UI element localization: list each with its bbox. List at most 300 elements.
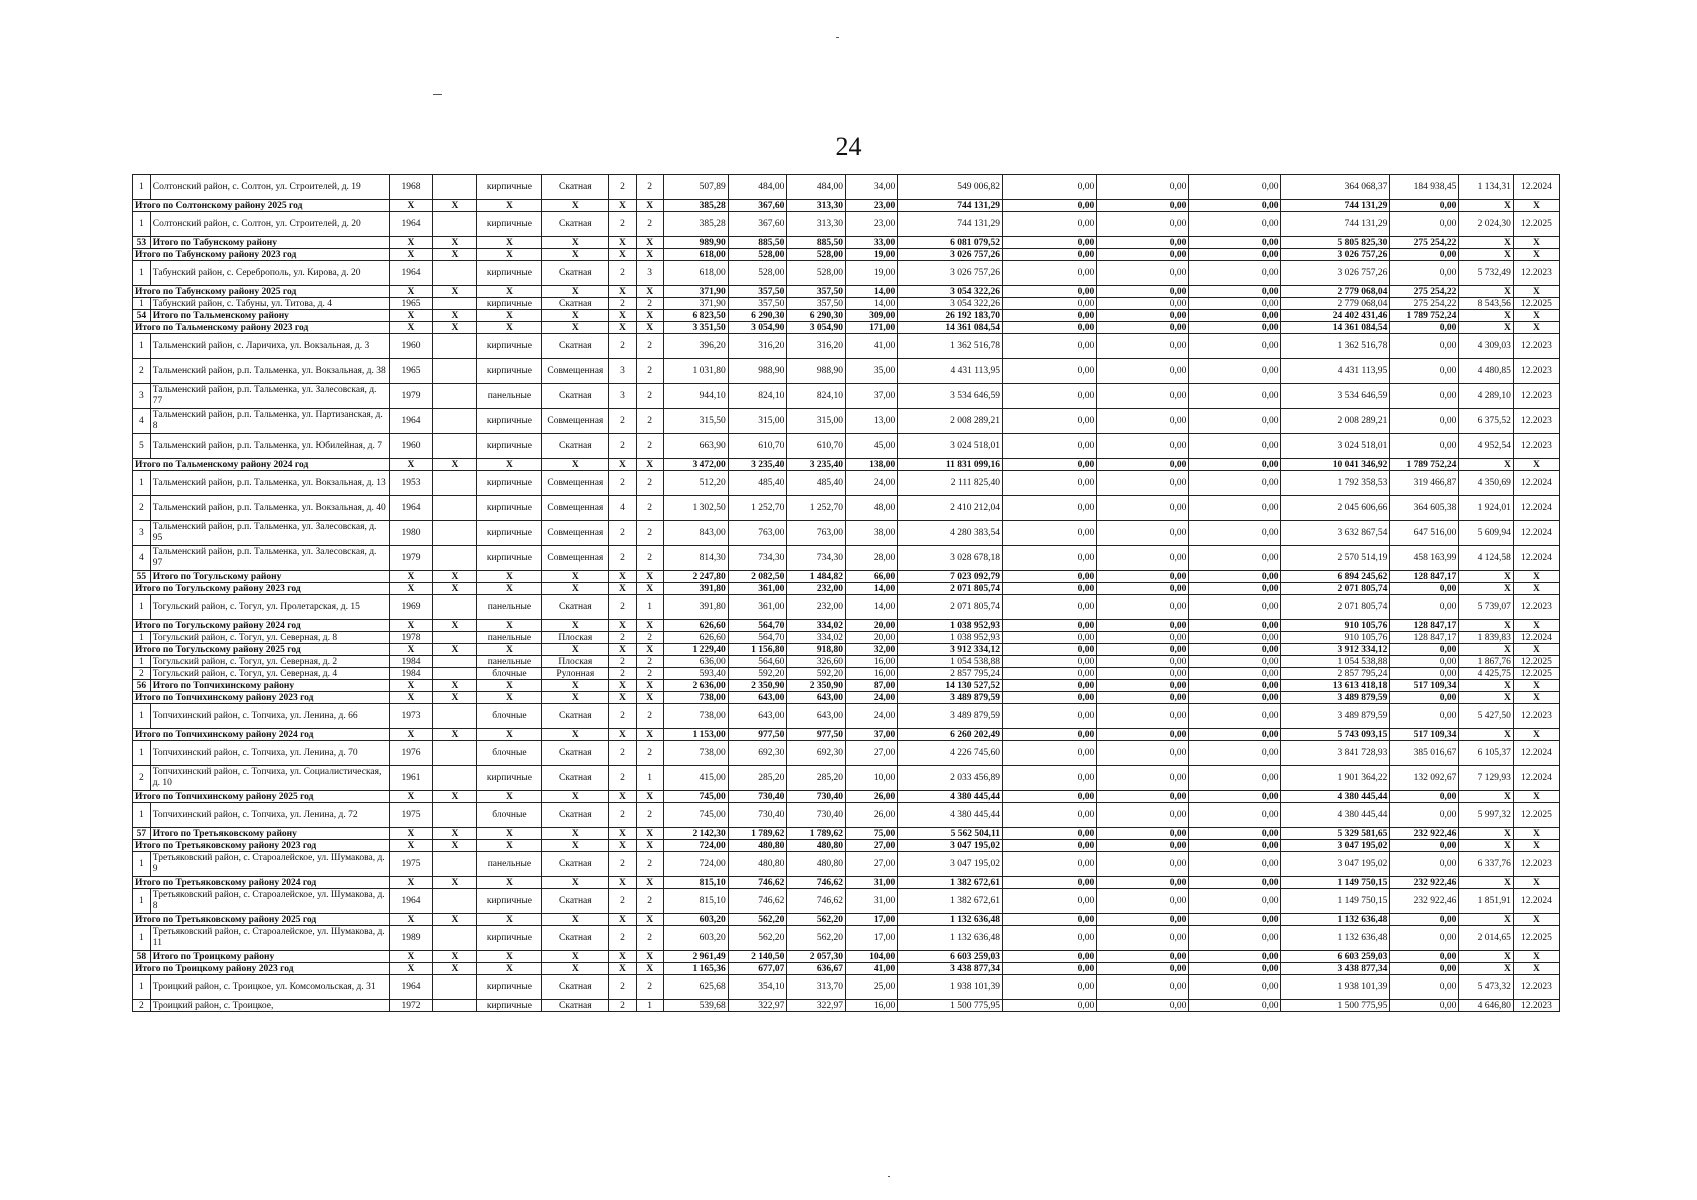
col-year-renov <box>433 668 477 680</box>
col-entrances: 2 <box>636 359 663 384</box>
col-wall-material: X <box>477 249 542 261</box>
col-year-built: X <box>389 237 433 249</box>
col-residents: 13,00 <box>845 409 897 434</box>
col-total-area: 815,10 <box>663 877 728 889</box>
col-cost-per-m2: X <box>1459 680 1513 692</box>
col-area-owned: 2 350,90 <box>787 680 846 692</box>
col-year-renov: X <box>433 644 477 656</box>
col-deadline: 12.2023 <box>1513 975 1559 1000</box>
col-residents: 14,00 <box>845 595 897 620</box>
col-num: 56 <box>133 680 151 692</box>
col-regional-funds: 0,00 <box>1097 889 1189 914</box>
col-area-owned: 480,80 <box>787 840 846 852</box>
total-row <box>133 249 1560 261</box>
col-deadline: X <box>1513 644 1559 656</box>
col-wall-material: панельные <box>477 595 542 620</box>
col-area-apartments: 746,62 <box>728 889 787 914</box>
col-area-owned: 285,20 <box>787 766 846 791</box>
col-cost-per-m2: X <box>1459 286 1513 298</box>
col-floors: X <box>609 571 636 583</box>
col-entrances: X <box>636 583 663 595</box>
col-year-renov <box>433 521 477 546</box>
col-residents: 37,00 <box>845 384 897 409</box>
col-roof-type: Рулонная <box>542 668 609 680</box>
col-other-funds: 385 016,67 <box>1390 741 1459 766</box>
col-year-built: X <box>389 249 433 261</box>
col-local-funds: 0,00 <box>1189 496 1281 521</box>
capital-repair-table-container <box>132 174 1560 1012</box>
col-wall-material: кирпичные <box>477 521 542 546</box>
col-other-funds: 0,00 <box>1390 656 1459 668</box>
col-wall-material: X <box>477 963 542 975</box>
col-entrances: X <box>636 914 663 926</box>
table-row <box>133 975 1560 1000</box>
col-owner-funds: 3 632 867,54 <box>1281 521 1390 546</box>
col-total-cost: 7 023 092,79 <box>898 571 1003 583</box>
col-year-built: X <box>389 644 433 656</box>
col-entrances: 2 <box>636 384 663 409</box>
col-total-cost: 6 603 259,03 <box>898 951 1003 963</box>
col-total-area: 2 247,80 <box>663 571 728 583</box>
col-num: 1 <box>133 632 151 644</box>
col-wall-material: панельные <box>477 384 542 409</box>
col-owner-funds: 744 131,29 <box>1281 212 1390 237</box>
col-area-apartments: 367,60 <box>728 200 787 212</box>
col-deadline: X <box>1513 951 1559 963</box>
col-total-area: 539,68 <box>663 1000 728 1012</box>
col-total-cost: 3 028 678,18 <box>898 546 1003 571</box>
col-floors: 2 <box>609 803 636 828</box>
total-row <box>133 583 1560 595</box>
col-deadline: 12.2023 <box>1513 434 1559 459</box>
col-area-apartments: 357,50 <box>728 286 787 298</box>
col-regional-funds: 0,00 <box>1097 914 1189 926</box>
col-cost-per-m2: X <box>1459 914 1513 926</box>
col-other-funds: 0,00 <box>1390 692 1459 704</box>
col-federal-funds: 0,00 <box>1002 571 1096 583</box>
col-residents: 19,00 <box>845 249 897 261</box>
col-federal-funds: 0,00 <box>1002 237 1096 249</box>
col-wall-material: кирпичные <box>477 298 542 310</box>
col-local-funds: 0,00 <box>1189 729 1281 741</box>
col-wall-material: X <box>477 877 542 889</box>
col-area-apartments: 367,60 <box>728 212 787 237</box>
col-area-apartments: 2 140,50 <box>728 951 787 963</box>
col-area-apartments: 315,00 <box>728 409 787 434</box>
col-local-funds: 0,00 <box>1189 310 1281 322</box>
col-regional-funds: 0,00 <box>1097 1000 1189 1012</box>
col-cost-per-m2: X <box>1459 200 1513 212</box>
col-num: 55 <box>133 571 151 583</box>
col-floors: X <box>609 322 636 334</box>
col-year-built: X <box>389 840 433 852</box>
col-deadline: X <box>1513 729 1559 741</box>
col-federal-funds: 0,00 <box>1002 434 1096 459</box>
col-residents: 20,00 <box>845 632 897 644</box>
col-regional-funds: 0,00 <box>1097 298 1189 310</box>
col-wall-material: X <box>477 840 542 852</box>
col-area-owned: 326,60 <box>787 656 846 668</box>
col-year-built: 1968 <box>389 175 433 200</box>
table-row <box>133 656 1560 668</box>
col-residents: 171,00 <box>845 322 897 334</box>
col-entrances: 2 <box>636 704 663 729</box>
col-area-owned: 357,50 <box>787 298 846 310</box>
total-label: Итого по Тогульскому району 2025 год <box>133 644 390 656</box>
col-owner-funds: 14 361 084,54 <box>1281 322 1390 334</box>
col-local-funds: 0,00 <box>1189 680 1281 692</box>
col-federal-funds: 0,00 <box>1002 409 1096 434</box>
col-roof-type: Скатная <box>542 889 609 914</box>
col-deadline: 12.2023 <box>1513 595 1559 620</box>
col-num: 54 <box>133 310 151 322</box>
col-cost-per-m2: X <box>1459 322 1513 334</box>
col-year-built: X <box>389 680 433 692</box>
col-total-area: 618,00 <box>663 249 728 261</box>
col-area-apartments: 6 290,30 <box>728 310 787 322</box>
col-year-built: 1978 <box>389 632 433 644</box>
col-other-funds: 1 789 752,24 <box>1390 310 1459 322</box>
total-row <box>133 692 1560 704</box>
total-label: Итого по Троицкому району 2023 год <box>133 963 390 975</box>
col-year-built: 1989 <box>389 926 433 951</box>
total-row <box>133 828 1560 840</box>
col-regional-funds: 0,00 <box>1097 322 1189 334</box>
col-deadline: X <box>1513 840 1559 852</box>
col-floors: X <box>609 951 636 963</box>
col-entrances: 2 <box>636 656 663 668</box>
col-floors: X <box>609 200 636 212</box>
col-entrances: 2 <box>636 632 663 644</box>
col-other-funds: 0,00 <box>1390 926 1459 951</box>
col-owner-funds: 3 047 195,02 <box>1281 852 1390 877</box>
col-cost-per-m2: 1 867,76 <box>1459 656 1513 668</box>
col-total-cost: 2 008 289,21 <box>898 409 1003 434</box>
col-other-funds: 0,00 <box>1390 200 1459 212</box>
col-floors: X <box>609 583 636 595</box>
col-owner-funds: 4 380 445,44 <box>1281 803 1390 828</box>
col-federal-funds: 0,00 <box>1002 334 1096 359</box>
col-deadline: X <box>1513 963 1559 975</box>
col-other-funds: 0,00 <box>1390 359 1459 384</box>
col-wall-material: кирпичные <box>477 1000 542 1012</box>
col-year-renov <box>433 409 477 434</box>
col-area-owned: 315,00 <box>787 409 846 434</box>
col-area-apartments: 562,20 <box>728 926 787 951</box>
table-row <box>133 889 1560 914</box>
col-cost-per-m2: 5 473,32 <box>1459 975 1513 1000</box>
col-regional-funds: 0,00 <box>1097 852 1189 877</box>
col-owner-funds: 2 071 805,74 <box>1281 595 1390 620</box>
table-row <box>133 384 1560 409</box>
col-address: Солтонский район, с. Солтон, ул. Строителей, д. 19 <box>150 175 389 200</box>
col-roof-type: Совмещенная <box>542 546 609 571</box>
col-other-funds: 364 605,38 <box>1390 496 1459 521</box>
col-floors: 2 <box>609 926 636 951</box>
col-regional-funds: 0,00 <box>1097 175 1189 200</box>
col-residents: 10,00 <box>845 766 897 791</box>
col-address: Троицкий район, с. Троицкое, <box>150 1000 389 1012</box>
col-area-owned: 592,20 <box>787 668 846 680</box>
col-local-funds: 0,00 <box>1189 840 1281 852</box>
col-area-apartments: 322,97 <box>728 1000 787 1012</box>
col-year-built: X <box>389 729 433 741</box>
col-roof-type: Скатная <box>542 384 609 409</box>
col-local-funds: 0,00 <box>1189 286 1281 298</box>
col-other-funds: 0,00 <box>1390 803 1459 828</box>
col-cost-per-m2: 5 732,49 <box>1459 261 1513 286</box>
col-local-funds: 0,00 <box>1189 644 1281 656</box>
col-other-funds: 128 847,17 <box>1390 571 1459 583</box>
col-floors: X <box>609 840 636 852</box>
col-roof-type: Скатная <box>542 595 609 620</box>
col-cost-per-m2: X <box>1459 963 1513 975</box>
col-total-area: 745,00 <box>663 803 728 828</box>
col-floors: X <box>609 620 636 632</box>
col-federal-funds: 0,00 <box>1002 704 1096 729</box>
col-area-owned: 730,40 <box>787 803 846 828</box>
col-year-built: X <box>389 877 433 889</box>
col-entrances: X <box>636 571 663 583</box>
col-local-funds: 0,00 <box>1189 434 1281 459</box>
col-cost-per-m2: 2 014,65 <box>1459 926 1513 951</box>
col-cost-per-m2: 1 134,31 <box>1459 175 1513 200</box>
col-floors: 2 <box>609 632 636 644</box>
col-other-funds: 0,00 <box>1390 668 1459 680</box>
col-num: 1 <box>133 926 151 951</box>
col-year-renov: X <box>433 951 477 963</box>
col-local-funds: 0,00 <box>1189 741 1281 766</box>
col-other-funds: 275 254,22 <box>1390 298 1459 310</box>
col-area-apartments: 3 235,40 <box>728 459 787 471</box>
col-total-area: 396,20 <box>663 334 728 359</box>
col-total-area: 618,00 <box>663 261 728 286</box>
col-cost-per-m2: 6 337,76 <box>1459 852 1513 877</box>
col-roof-type: X <box>542 583 609 595</box>
col-address: Топчихинский район, с. Топчиха, ул. Ленина, д. 72 <box>150 803 389 828</box>
col-roof-type: X <box>542 692 609 704</box>
col-num: 2 <box>133 496 151 521</box>
col-address: Топчихинский район, с. Топчиха, ул. Социалистическая, д. 10 <box>150 766 389 791</box>
col-other-funds: 517 109,34 <box>1390 680 1459 692</box>
col-floors: X <box>609 729 636 741</box>
table-row <box>133 704 1560 729</box>
col-roof-type: X <box>542 286 609 298</box>
col-entrances: 1 <box>636 595 663 620</box>
col-local-funds: 0,00 <box>1189 632 1281 644</box>
col-regional-funds: 0,00 <box>1097 680 1189 692</box>
col-residents: 27,00 <box>845 840 897 852</box>
total-label: Итого по Тальменскому району 2024 год <box>133 459 390 471</box>
col-address: Итого по Троицкому району <box>150 951 389 963</box>
col-year-renov <box>433 359 477 384</box>
col-deadline: 12.2023 <box>1513 261 1559 286</box>
table-row <box>133 298 1560 310</box>
col-year-renov <box>433 889 477 914</box>
col-entrances: 2 <box>636 175 663 200</box>
col-floors: 3 <box>609 384 636 409</box>
col-owner-funds: 6 894 245,62 <box>1281 571 1390 583</box>
col-total-cost: 3 047 195,02 <box>898 852 1003 877</box>
col-other-funds: 275 254,22 <box>1390 237 1459 249</box>
col-total-cost: 6 260 202,49 <box>898 729 1003 741</box>
col-regional-funds: 0,00 <box>1097 521 1189 546</box>
col-entrances: 2 <box>636 852 663 877</box>
col-residents: 24,00 <box>845 704 897 729</box>
col-wall-material: X <box>477 680 542 692</box>
col-floors: 2 <box>609 741 636 766</box>
col-other-funds: 275 254,22 <box>1390 286 1459 298</box>
col-regional-funds: 0,00 <box>1097 237 1189 249</box>
col-wall-material: X <box>477 692 542 704</box>
col-local-funds: 0,00 <box>1189 963 1281 975</box>
col-entrances: X <box>636 459 663 471</box>
col-total-cost: 1 132 636,48 <box>898 926 1003 951</box>
col-entrances: 2 <box>636 334 663 359</box>
col-owner-funds: 910 105,76 <box>1281 620 1390 632</box>
col-area-apartments: 746,62 <box>728 877 787 889</box>
col-cost-per-m2: 5 427,50 <box>1459 704 1513 729</box>
col-wall-material: X <box>477 828 542 840</box>
col-total-cost: 1 362 516,78 <box>898 334 1003 359</box>
col-owner-funds: 744 131,29 <box>1281 200 1390 212</box>
col-local-funds: 0,00 <box>1189 889 1281 914</box>
col-area-owned: 480,80 <box>787 852 846 877</box>
total-label: Итого по Топчихинскому району 2023 год <box>133 692 390 704</box>
col-deadline: X <box>1513 828 1559 840</box>
total-row <box>133 791 1560 803</box>
col-local-funds: 0,00 <box>1189 668 1281 680</box>
col-year-built: 1976 <box>389 741 433 766</box>
col-wall-material: блочные <box>477 704 542 729</box>
col-roof-type: X <box>542 322 609 334</box>
col-residents: 66,00 <box>845 571 897 583</box>
col-federal-funds: 0,00 <box>1002 595 1096 620</box>
col-residents: 31,00 <box>845 889 897 914</box>
col-federal-funds: 0,00 <box>1002 546 1096 571</box>
col-regional-funds: 0,00 <box>1097 434 1189 459</box>
col-num: 1 <box>133 704 151 729</box>
col-residents: 38,00 <box>845 521 897 546</box>
col-area-owned: 636,67 <box>787 963 846 975</box>
col-cost-per-m2: X <box>1459 791 1513 803</box>
col-local-funds: 0,00 <box>1189 620 1281 632</box>
table-row <box>133 175 1560 200</box>
col-other-funds: 0,00 <box>1390 583 1459 595</box>
col-regional-funds: 0,00 <box>1097 334 1189 359</box>
col-area-owned: 746,62 <box>787 877 846 889</box>
total-row <box>133 200 1560 212</box>
col-residents: 23,00 <box>845 200 897 212</box>
col-regional-funds: 0,00 <box>1097 877 1189 889</box>
col-num: 1 <box>133 471 151 496</box>
col-roof-type: X <box>542 680 609 692</box>
col-entrances: 2 <box>636 889 663 914</box>
col-roof-type: Совмещенная <box>542 471 609 496</box>
col-area-apartments: 528,00 <box>728 249 787 261</box>
col-federal-funds: 0,00 <box>1002 680 1096 692</box>
col-cost-per-m2: X <box>1459 877 1513 889</box>
col-total-cost: 4 431 113,95 <box>898 359 1003 384</box>
col-total-area: 625,68 <box>663 975 728 1000</box>
col-deadline: 12.2023 <box>1513 359 1559 384</box>
col-year-built: X <box>389 963 433 975</box>
table-row <box>133 803 1560 828</box>
total-row <box>133 571 1560 583</box>
col-federal-funds: 0,00 <box>1002 322 1096 334</box>
col-total-area: 603,20 <box>663 926 728 951</box>
col-roof-type: Скатная <box>542 1000 609 1012</box>
col-local-funds: 0,00 <box>1189 384 1281 409</box>
col-floors: X <box>609 249 636 261</box>
col-wall-material: кирпичные <box>477 409 542 434</box>
col-local-funds: 0,00 <box>1189 926 1281 951</box>
col-deadline: 12.2025 <box>1513 656 1559 668</box>
col-total-cost: 1 038 952,93 <box>898 632 1003 644</box>
table-row <box>133 212 1560 237</box>
col-total-area: 415,00 <box>663 766 728 791</box>
col-area-apartments: 316,20 <box>728 334 787 359</box>
total-row <box>133 963 1560 975</box>
col-year-renov: X <box>433 459 477 471</box>
total-label: Итого по Тогульскому району 2023 год <box>133 583 390 595</box>
col-num: 4 <box>133 409 151 434</box>
col-address: Итого по Тогульскому району <box>150 571 389 583</box>
col-residents: 27,00 <box>845 741 897 766</box>
col-total-cost: 2 071 805,74 <box>898 583 1003 595</box>
col-wall-material: кирпичные <box>477 889 542 914</box>
col-wall-material: панельные <box>477 632 542 644</box>
col-local-funds: 0,00 <box>1189 298 1281 310</box>
col-cost-per-m2: 1 924,01 <box>1459 496 1513 521</box>
col-entrances: X <box>636 322 663 334</box>
col-residents: 309,00 <box>845 310 897 322</box>
col-area-owned: 3 054,90 <box>787 322 846 334</box>
col-year-renov <box>433 803 477 828</box>
col-year-renov <box>433 852 477 877</box>
col-owner-funds: 5 743 093,15 <box>1281 729 1390 741</box>
col-entrances: X <box>636 840 663 852</box>
col-other-funds: 0,00 <box>1390 261 1459 286</box>
col-federal-funds: 0,00 <box>1002 496 1096 521</box>
col-area-owned: 746,62 <box>787 889 846 914</box>
col-local-funds: 0,00 <box>1189 459 1281 471</box>
col-residents: 23,00 <box>845 212 897 237</box>
col-entrances: X <box>636 249 663 261</box>
col-cost-per-m2: 4 952,54 <box>1459 434 1513 459</box>
col-deadline: 12.2024 <box>1513 632 1559 644</box>
col-year-built: 1969 <box>389 595 433 620</box>
col-area-owned: 357,50 <box>787 286 846 298</box>
total-label: Итого по Солтонскому району 2025 год <box>133 200 390 212</box>
col-floors: X <box>609 237 636 249</box>
col-entrances: X <box>636 963 663 975</box>
col-area-apartments: 528,00 <box>728 261 787 286</box>
col-year-renov <box>433 741 477 766</box>
col-deadline: X <box>1513 680 1559 692</box>
col-area-owned: 232,00 <box>787 595 846 620</box>
col-year-renov <box>433 175 477 200</box>
col-residents: 27,00 <box>845 852 897 877</box>
col-total-area: 989,90 <box>663 237 728 249</box>
col-floors: 2 <box>609 261 636 286</box>
col-cost-per-m2: 4 309,03 <box>1459 334 1513 359</box>
col-floors: 2 <box>609 766 636 791</box>
col-regional-funds: 0,00 <box>1097 803 1189 828</box>
col-regional-funds: 0,00 <box>1097 249 1189 261</box>
col-roof-type: Скатная <box>542 434 609 459</box>
col-cost-per-m2: X <box>1459 237 1513 249</box>
